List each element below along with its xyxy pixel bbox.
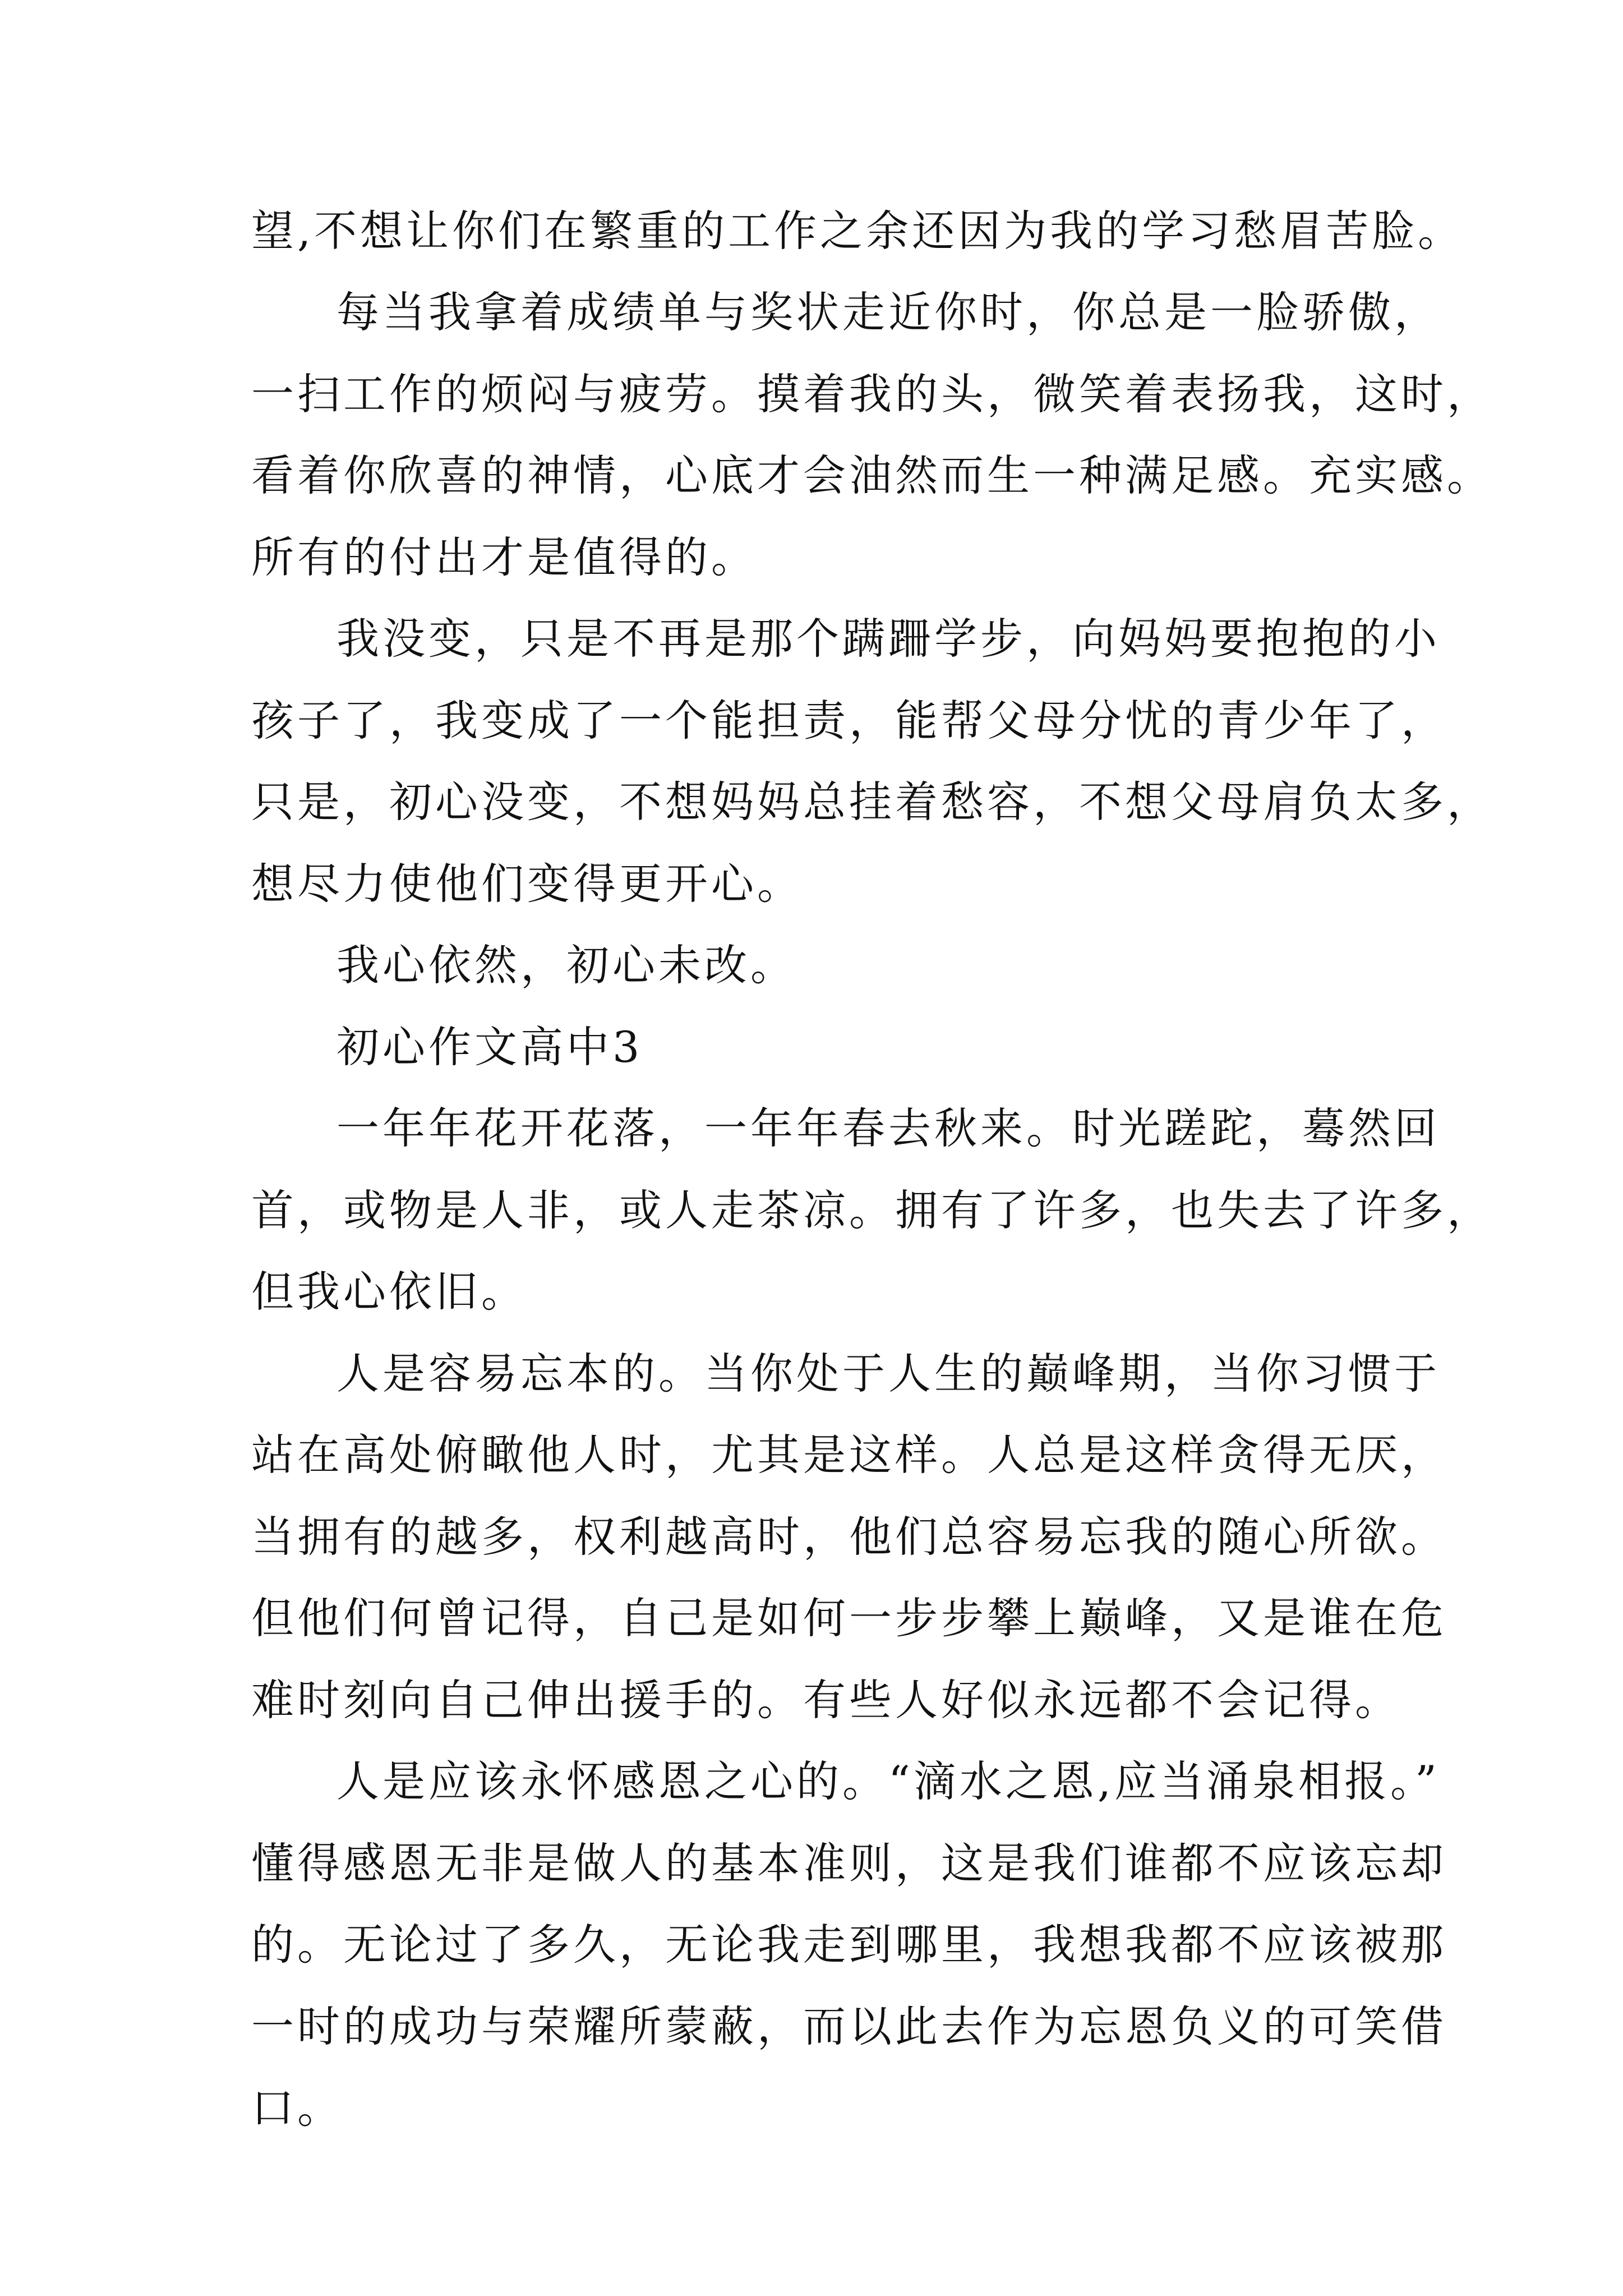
text-line: 我没变，只是不再是那个蹒跚学步，向妈妈要抱抱的小 [336,614,1440,664]
text-line: 望,不想让你们在繁重的工作之余还因为我的学习愁眉苦脸。 [251,206,1464,256]
text-line: 但他们何曾记得，自己是如何一步步攀上巅峰，又是谁在危 [251,1593,1447,1643]
text-line: 看着你欣喜的神情，心底才会油然而生一种满足感。充实感。 [251,450,1493,500]
text-line: 的。无论过了多久，无论我走到哪里，我想我都不应该被那 [251,1920,1447,1970]
text-line: 一年年花开花落，一年年春去秋来。时光蹉跎，蓦然回 [336,1103,1440,1153]
text-line: 只是，初心没变，不想妈妈总挂着愁容，不想父母肩负太多， [251,777,1493,827]
text-line: 所有的付出才是值得的。 [251,532,757,582]
text-line: 但我心依旧。 [251,1267,527,1317]
text-line: 口。 [251,2083,343,2133]
text-line: 一时的成功与荣耀所蒙蔽，而以此去作为忘恩负义的可笑借 [251,2001,1447,2051]
text-line: 每当我拿着成绩单与奖状走近你时，你总是一脸骄傲， [336,287,1440,337]
text-line: 站在高处俯瞰他人时，尤其是这样。人总是这样贪得无厌， [251,1430,1447,1480]
text-line: 我心依然，初心未改。 [336,940,796,990]
text-line: 首，或物是人非，或人走茶凉。拥有了许多，也失去了许多， [251,1185,1493,1235]
text-line: 懂得感恩无非是做人的基本准则，这是我们谁都不应该忘却 [251,1838,1447,1888]
text-line: 想尽力使他们变得更开心。 [251,859,803,909]
section-heading: 初心作文高中3 [336,1022,643,1072]
text-line: 难时刻向自己伸出援手的。有些人好似永远都不会记得。 [251,1675,1401,1725]
text-line: 人是容易忘本的。当你处于人生的巅峰期，当你习惯于 [336,1349,1440,1398]
text-line: 人是应该永怀感恩之心的。“滴水之恩,应当涌泉相报。” [336,1756,1440,1806]
text-line: 一扫工作的烦闷与疲劳。摸着我的头，微笑着表扬我，这时， [251,369,1493,419]
text-line: 孩子了，我变成了一个能担责，能帮父母分忧的青少年了， [251,696,1447,746]
text-line: 当拥有的越多，权利越高时，他们总容易忘我的随心所欲。 [251,1512,1447,1562]
